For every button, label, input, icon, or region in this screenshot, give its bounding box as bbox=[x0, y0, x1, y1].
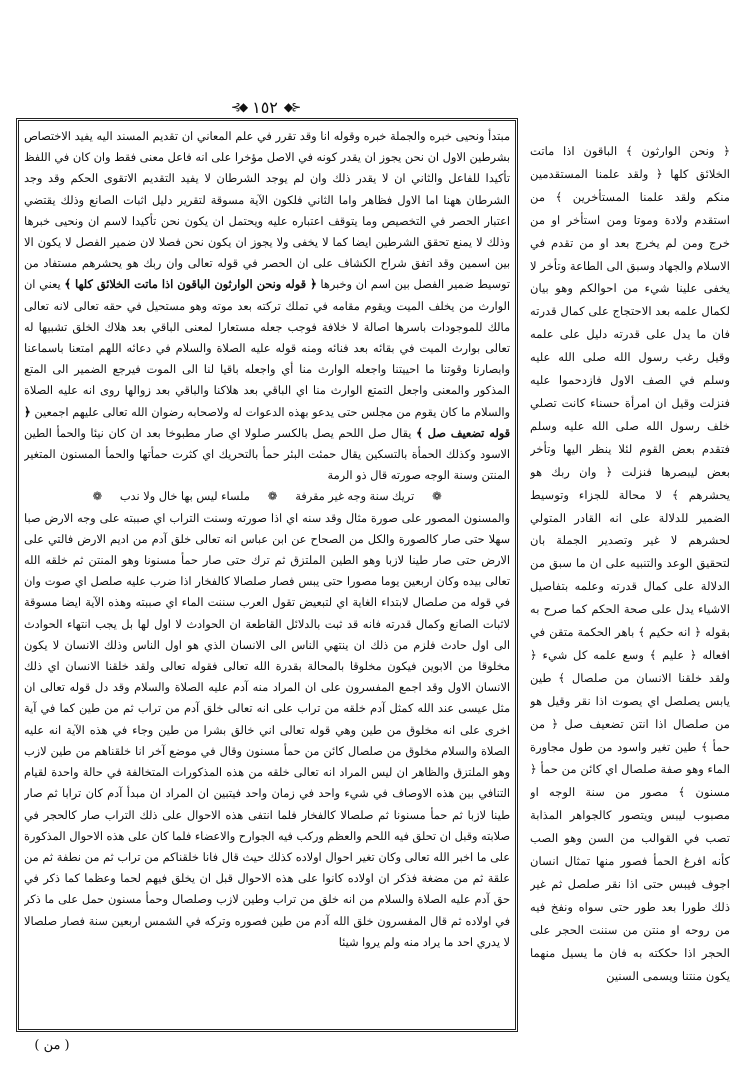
main-paragraph-4: والمسنون المصور على صورة مثال وقد سنه اي اذا صورته وسنت التراب اي صببته على وجه الارض صبا سهلا حتى صار كالصورة والكل من الصحاح عن ابن عباس انه تعالى خلق آدم من اديم الارض فالتي على الارض حتى صار طينا لازبا وهو الطين الملتزق ثم ترك حتى صار حمأ مسنونا وهو المنتن ثم خلقه الله تعالى بيده وكان اربعين يوما مصورا حتى يبس فصار صلصالا كالفخار اذا ضرب عليه صلصل اي صوت وان في قوله من صلصال لابتداء الغاية اي لتبعيض تقول العرب سننت الماء اي صببته وهذه الآية ايضا مسوقة لاثبات الصانع وكمال قدرته فانه قد ثبت بالدلائل القاطعة ان الحوادث لا اول لها بل يجب انتهاء الحوادث الى اول حادث فلزم من ذلك ان ينتهي الناس الى الانسان الذي هو اول الناس وذلك الانسان لا يكون مخلوقا من الابوين فيكون مخلوقا بالمحالة بقدرة الله تعالى فقوله تعالى ولقد خلقنا الانسان اي ذلك الانسان الاول وقد اجمع المفسرون على ان المراد منه آدم عليه الصلاة والسلام وقد دل قوله تعالى ان مثل عيسى عند الله كمثل آدم خلقه من تراب على انه تعالى خلق آدم من تراب ثم من طين كما في آية اخرى على انه مخلوق من طين وهي قوله تعالى اني خالق بشرا من طين وجاء في هذه الآية انه عليه الصلاة والسلام مخلوق من صلصال كائن من حمأ مسنون وقال في موضع آخر انا خلقناهم من طين لازب وهو الملتزق والظاهر ان ليس المراد انه تعالى خلقه من هذه المذكورات المتخالفة في حالة واحدة لقيام التنافي بين هذه الاوصاف في شيء واحد في زمان واحد فيتبين ان المراد ان مبدأ آدم كان ترابا ثم صار طينا لازبا ثم حمأ مسنونا ثم صلصالا كالفخار فلما انتفى هذه الاحوال على ذلك التراب صار كالحجر في صلابته وقبل ان تحلق فيه اللحم والعظم وركب فيه الجوارح والاعضاء فلما كان على هذه الاحوال المذكورة على ما اخبر الله تعالى وكان تغير احوال اولاده كذلك حيث قال فانا خلقناكم من تراب ثم من نطفة ثم من علقة ثم من مضغة فذكر ان اولاده كانوا على هذه الاحوال قبل ان يخلق فيهم لحما وعظما كما ذكر في حق آدم عليه الصلاة والسلام من انه خلق من تراب وطين لازب وصلصال وحمأ مسنون حمل على ما ذكر في اولاده ثم قال المفسرون خلق الله آدم من طين فصوره وتركه في الشمس اربعين سنة فصار صلصالا لا يدري احد ما يراد منه ولم يروا شيئا bbox=[24, 511, 510, 949]
header-ornament-left: ⊰◆ bbox=[230, 100, 247, 114]
verse-hemistich-right: تريك سنة وجه غير مقرفة bbox=[295, 490, 415, 504]
header-ornament-right: ◆⊱ bbox=[283, 100, 300, 114]
main-paragraph-1: مبتدأ ونحيى خبره والجملة خبره وقوله انا وقد تقرر في علم المعاني ان تقديم المسند اليه يفيد الاختصاص بشرطين الاول ان نحن يجوز ان يقدر كونه في الاصل مؤخرا على انه فاعل معنى فقط وان كان في اللفظ تأكيدا للفاعل والثاني ان لا يقدر ذلك وان لم يوجد الشرطان لا يفيد التقديم الاتقوى الحكم وقد وجد الشرطان ههنا اما الاول فظاهر واما الثاني فلكون الآية مسوقة لتقرير دليل اثبات الصانع وذلك يقتضي اعتبار الحصر في التخصيص وما يتوقف اعتباره عليه ويحتمل ان يكون نحن تأكيدا لاسم ان ونحيى خبرها وذلك لا يمنع تحقق الشرطين ايضا كما لا يخفى ولا يجوز ان يكون نحن فصلا لان ضمير الفصل لا يكون الا بين اسمين وقد اتفق شراح الكشاف على ان الحصر في قوله تعالى وان ربك هو يحشرهم مستفاد من توسيط ضمير الفصل بين اسم ان وخبرها bbox=[24, 130, 510, 292]
main-paragraph-3: يقال صل اللحم يصل بالكسر صلولا اي صار مطبوخا بعد ان كان نيئا والحمأ الطين الاسود وكذلك الحمأة بالتسكين يقال حمئت البئر حمأ بالتحريك اي كثرت حمأتها والحمأ المسنون المتغير المنتن وسنة الوجه صورته قال ذو الرمة bbox=[24, 426, 510, 483]
catchword: ( من ) bbox=[34, 1038, 70, 1053]
margin-paragraph: ﴿ ونحن الوارثون ﴾ الباقون اذا ماتت الخلائق كلها ﴿ ولقد علمنا المستقدمين منكم ولقد علمنا المستأخرين ﴾ من استقدم ولادة وموتا ومن استأخر او من خرج ومن لم يخرج بعد او من تقدم في الاسلام والجهاد وسبق الى الطاعة وتأخر لا يخفى علينا شيء من احوالكم وهو بيان لكمال علمه بعد الاحتجاج على كمال قدرته فان ما يدل على قدرته دليل على علمه وقيل رغب رسول الله صلى الله عليه وسلم في الصف الاول فازدحموا عليه فنزلت وقيل ان امرأة حسناء كانت تصلي خلف رسول الله صلى الله عليه وسلم فتقدم بعض القوم لئلا ينظر اليها وتأخر بعض ليبصرها فنزلت ﴿ وان ربك هو يحشرهم ﴾ لا محالة للجزاء وتوسيط الضمير للدلالة على انه القادر المتولي لحشرهم لا غير وتصدير الجملة بان لتحقيق الوعد والتنبيه على ان ما سبق من الدلالة على كمال قدرته وعلمه بتفاصيل الاشياء يدل على صحة الحكم كما صرح به بقوله ﴿ انه حكيم ﴾ باهر الحكمة متقن في افعاله ﴿ عليم ﴾ وسع علمه كل شيء ﴿ ولقد خلقنا الانسان من صلصال ﴾ طين يابس يصلصل اي يصوت اذا نقر وقيل هو من صلصال اذا انتن تضعيف صل ﴿ من حمأ ﴾ طين تغير واسود من طول مجاورة الماء وهو صفة صلصال اي كائن من حمأ ﴿ مسنون ﴾ مصور من سنة الوجه او مصبوب ليبس ويتصور كالجواهر المذابة تصب في القوالب من السن وهو الصب كأنه افرغ الحمأ فصور منها تمثال انسان اجوف فيبس حتى اذا نقر صلصل ثم غير ذلك طورا بعد طور حتى سواه ونفخ فيه من روحه او منتن من سننت الحجر على الحجر اذا حككته به فان ما يسيل منهما يكون منتنا ويسمى السنين bbox=[530, 144, 730, 983]
margin-tafsir-text bbox=[530, 140, 730, 990]
main-commentary-text bbox=[24, 126, 510, 1024]
verse-star-left: ❁ bbox=[92, 490, 102, 504]
main-paragraph-2: يعني ان الوارث من يخلف الميت ويقوم مقامه في تملك تركته بعد موته وهو مستحيل في حقه تعالى لانه تعالى مالك للموجودات باسرها اصالة لا خلافة فوجب جعله مستعارا لمعنى الباقي بعد هلاك الخلق تشبيها له تعالى بوارث الميت في بقائه بعد فنائه ومنه قوله عليه الصلاة والسلام في دعائه اللهم امتعنا باسماعنا وابصارنا وقوتنا ما احييتنا واجعله الوارث منا أي واجعله باقيا لنا الى الموت فيرجع الضمير الى المتع المذكور والمعنى واجعل التمتع الوارث منا اي الباقي بعد هلاكنا والباقي بعد زوالها روى انه عليه الصلاة والسلام ما كان يقوم من مجلس حتى يدعو بهذه الدعوات له ولاصحابه رضوان الله تعالى عليهم اجمعين bbox=[24, 278, 510, 419]
page-number: ١٥٢ bbox=[252, 97, 278, 117]
verse-star-middle: ❁ bbox=[267, 490, 278, 504]
verse-star-right: ❁ bbox=[432, 490, 442, 504]
page-header bbox=[195, 96, 335, 118]
verse-hemistich-left: ملساء ليس بها خال ولا ندب bbox=[119, 490, 250, 504]
main-paragraph bbox=[24, 126, 510, 486]
main-heading-2: ﴿ قوله تضعيف صل ﴾ bbox=[24, 404, 510, 440]
main-heading-1: ﴿ قوله ونحن الوارثون الباقون اذا ماتت الخلائق كلها ﴾ bbox=[64, 277, 317, 292]
poetry-verse bbox=[24, 486, 510, 507]
